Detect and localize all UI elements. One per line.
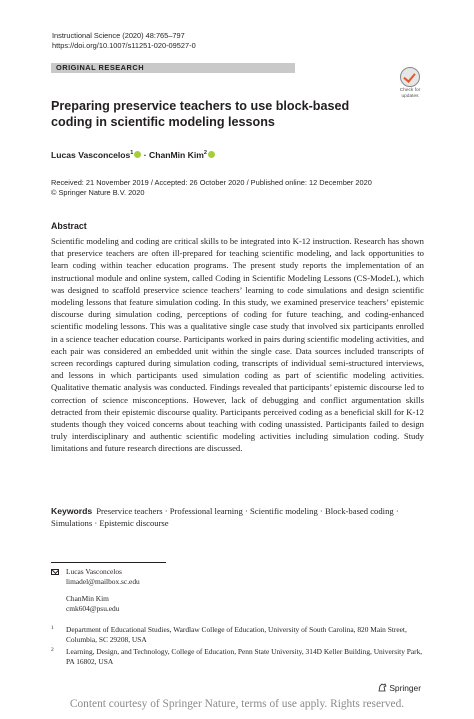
springer-horse-icon [378,683,387,692]
section-label: ORIGINAL RESEARCH [51,63,295,73]
contact-name: ChanMin Kim [66,593,109,603]
affiliation-text: Learning, Design, and Technology, College of Education, Penn State University, 314D Keller Building, University Park, PA 16802, USA [66,647,423,667]
badge-line-2: updates [401,93,419,99]
affiliation [51,625,424,646]
journal-header [52,31,196,51]
footnote-divider [51,562,166,563]
publisher-logo [378,683,421,693]
affiliation-number: 2 [51,647,54,653]
affiliation-number: 1 [51,625,54,631]
doi-link[interactable]: https://doi.org/10.1007/s11251-020-09527-0 [52,41,196,50]
affiliation [51,647,424,668]
author-list [51,148,215,161]
envelope-icon [51,569,59,575]
contact-email[interactable]: cmk604@psu.edu [66,603,120,613]
publisher-name: Springer [389,683,421,693]
check-for-updates-badge[interactable] [394,67,426,99]
journal-citation: Instructional Science (2020) 48:765–797 [52,31,185,40]
affiliation-text: Department of Educational Studies, Wardlaw College of Education, University of South Carolina, 820 Main Street, Columbia, SC 29208, USA [66,625,407,645]
badge-line-1: Check for [399,88,421,93]
contact-name: Lucas Vasconcelos [66,567,122,576]
copyright-line: © Springer Nature B.V. 2020 [51,188,145,197]
keywords-heading: Keywords [51,506,93,516]
courtesy-watermark: Content courtesy of Springer Nature, terms of use apply. Rights reserved. [69,698,405,710]
corresponding-contacts [51,567,140,614]
abstract-text: Scientific modeling and coding are critical skills to be integrated into K-12 instruction. Research has shown that preservice teachers are often ill-prepared for teaching scientific modeling, and lack opportunities to learn coding within teacher education programs. The present study reports the implementation of an instructional module and online system, called Coding in Scientific Modeling Lessons (CS-ModeL), which was designed to scaffold preservice science teachers’ learning to code simulations and design scientific modeling lessons that feature simulation coding. In this study, we examined preservice teachers’ epistemic discourse during simulation coding, perceptions of coding for future teaching, and coding-enhanced scientific modeling lessons. This was a qualitative single case study that involved six participants enrolled in a science teacher education course. Participants worked in pairs during scientific modeling activities, and each pair was considered an embedded unit within the single case. Data sources included transcripts of screen recordings captured during simulation coding, transcripts of individual semi-structured interviews, and lessons in which participants used simulation coding as part of scientific modeling activities. Qualitative thematic analysis was conducted. Findings revealed that participants’ epistemic discourse led to correction of science misconceptions. However, lack of debugging and conflict argumentation skills detracted from their epistemic discourse quality. Participants perceived coding as a beneficial skill for K-12 students though they voiced concerns about teaching with coding unassisted. Participants failed to design truly interdisciplinary and authentic scientific modeling activities including simulation coding. Study limitations and future research directions are discussed. [51,236,424,454]
history-dates: Received: 21 November 2019 / Accepted: 26 October 2020 / Published online: 12 December 2020 [51,178,372,187]
author-name[interactable]: ChanMin Kim [149,149,204,160]
paper-title: Preparing preservice teachers to use block-based coding in scientific modeling lessons [51,99,350,129]
affiliation-marker: 2 [203,150,207,156]
check-icon [400,67,420,87]
keywords-list: Preservice teachers · Professional learning · Scientific modeling · Block-based coding · Simulations · Epistemic discourse [51,506,399,529]
contact-email[interactable]: limadel@mailbox.sc.edu [66,577,140,587]
keywords [51,505,424,529]
affiliation-marker: 1 [130,150,134,156]
author-separator: · [141,149,149,160]
publication-dates [51,178,372,198]
abstract-heading: Abstract [51,221,87,231]
author-name[interactable]: Lucas Vasconcelos [51,149,131,160]
orcid-icon[interactable] [208,151,215,158]
